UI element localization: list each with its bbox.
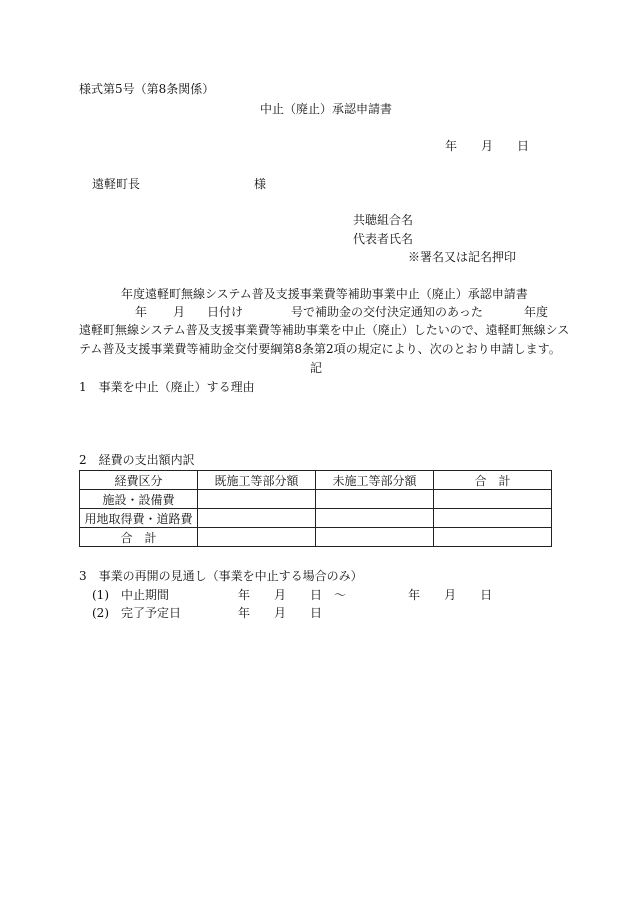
row-label-facility: 施設・設備費 [80,490,198,509]
suspension-period-dates [238,587,492,603]
table-row [80,528,552,547]
fiscal-year: 年度 [524,305,549,319]
expense-table [79,470,552,547]
cell-uncompleted[interactable] [316,528,434,547]
end-day: 日 [480,588,493,602]
representative-name-label: 代表者氏名 [353,232,414,246]
start-year: 年 [238,588,251,602]
body-line-3: 遠軽町無線システム普及支援事業費等補助事業を中止（廃止）したいので、遠軽町無線シス [79,323,570,337]
row-label-land-road: 用地取得費・道路費 [80,509,198,528]
completion-day: 日 [310,606,323,620]
form-number: 様式第5号（第8条関係） [79,82,215,96]
notice-number-suffix: 号で補助金の交付決定通知のあった [291,305,483,319]
submission-date [445,138,529,154]
end-year: 年 [408,588,421,602]
cell-uncompleted[interactable] [316,509,434,528]
completion-date-label: (2) 完了予定日 [92,606,181,620]
addressee-name: 遠軽町長 [92,177,141,191]
row-label-total: 合 計 [80,528,198,547]
cell-total[interactable] [434,509,552,528]
date-month: 月 [481,139,494,153]
table-row [80,509,552,528]
end-month: 月 [444,588,457,602]
header-uncompleted-amount: 未施工等部分額 [316,471,434,490]
header-category: 経費区分 [80,471,198,490]
suspension-period-label: (1) 中止期間 [92,588,169,602]
addressee-honorific: 様 [254,177,267,191]
section-1-title: 1 事業を中止（廃止）する理由 [79,380,255,394]
signature-note: ※署名又は記名押印 [408,250,517,264]
notice-month: 月 [173,305,186,319]
section-2-title: 2 経費の支出額内訳 [79,453,195,467]
body-heading: 年度遠軽町無線システム普及支援事業費等補助事業中止（廃止）承認申請書 [121,287,528,301]
completion-year: 年 [238,606,251,620]
cell-completed[interactable] [198,509,316,528]
date-year: 年 [445,139,458,153]
notice-year: 年 [135,305,148,319]
start-month: 月 [274,588,287,602]
cell-total[interactable] [434,528,552,547]
date-day: 日 [517,139,530,153]
table-header-row [80,471,552,490]
tilde: ～ [334,588,347,602]
cell-total[interactable] [434,490,552,509]
header-completed-amount: 既施工等部分額 [198,471,316,490]
header-total: 合 計 [434,471,552,490]
cell-completed[interactable] [198,490,316,509]
cell-uncompleted[interactable] [316,490,434,509]
document-title: 中止（廃止）承認申請書 [260,102,393,116]
cell-completed[interactable] [198,528,316,547]
completion-month: 月 [274,606,287,620]
section-3-title: 3 事業の再開の見通し（事業を中止する場合のみ） [79,569,363,583]
notice-day-suffix: 日付け [207,305,244,319]
table-row [80,490,552,509]
completion-date [238,605,322,621]
ki-note: 記 [310,361,323,375]
body-line-4: テム普及支援事業費等補助金交付要綱第8条第2項の規定により、次のとおり申請します。 [79,342,561,356]
body-line-2 [135,304,483,320]
union-name-label: 共聴組合名 [353,213,414,227]
start-day: 日 [310,588,323,602]
